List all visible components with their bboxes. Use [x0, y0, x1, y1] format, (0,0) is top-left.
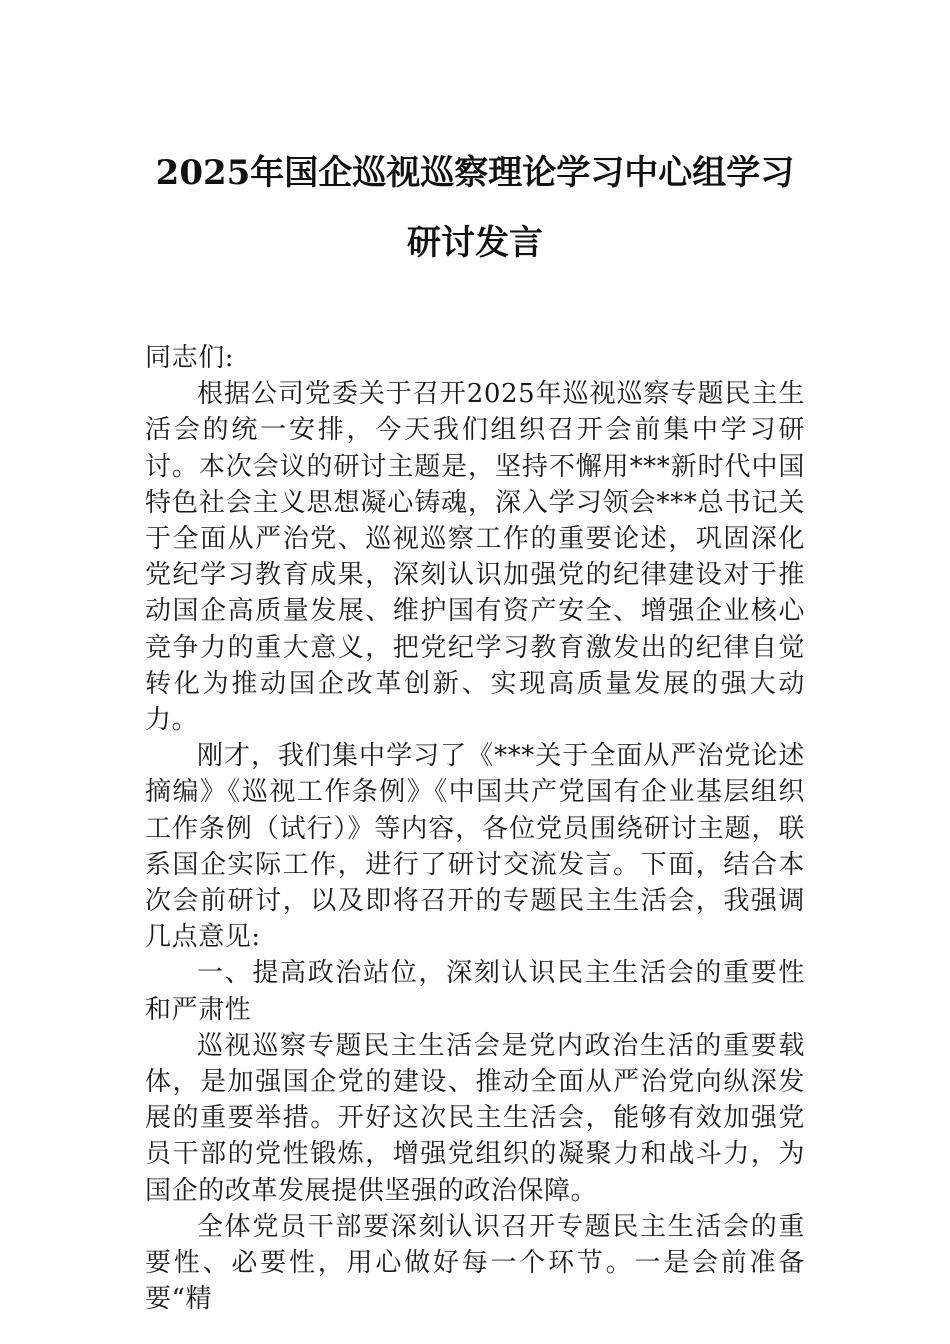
- document-title-line-2: 研讨发言: [407, 223, 543, 263]
- paragraph-2: 刚才，我们集中学习了《***关于全面从严治党论述摘编》《巡视工作条例》《中国共产党国有企业基层组织工作条例（试行）》等内容，各位党员围绕研讨主题，联系国企实际工作，进行了研讨交流发言。下面，结合本次会前研讨，以及即将召开的专题民主生活会，我强调几点意见:: [145, 741, 805, 953]
- paragraph-1: 根据公司党委关于召开2025年巡视巡察专题民主生活会的统一安排，今天我们组织召开会前集中学习研讨。本次会议的研讨主题是，坚持不懈用***新时代中国特色社会主义思想凝心铸魂，深入学习领会***总书记关于全面从严治党、巡视巡察工作的重要论述，巩固深化党纪学习教育成果，深刻认识加强党的纪律建设对于推动国企高质量发展、维护国有资产安全、增强企业核心竞争力的重大意义，把党纪学习教育激发出的纪律自觉转化为推动国企改革创新、实现高质量发展的强大动力。: [145, 379, 805, 736]
- document-title-line-1: 2025年国企巡视巡察理论学习中心组学习: [155, 153, 795, 193]
- section-heading-1: 一、提高政治站位，深刻认识民主生活会的重要性和严肃性: [145, 958, 805, 1025]
- paragraph-4: 全体党员干部要深刻认识召开专题民主生活会的重要性、必要性，用心做好每一个环节。一是会前准备要“精: [145, 1211, 805, 1315]
- salutation: 同志们:: [145, 343, 235, 373]
- document-body: [145, 340, 805, 1317]
- paragraph-3: 巡视巡察专题民主生活会是党内政治生活的重要载体，是加强国企党的建设、推动全面从严治党向纵深发展的重要举措。开好这次民主生活会，能够有效加强党员干部的党性锻炼，增强党组织的凝聚力和战斗力，为国企的改革发展提供坚强的政治保障。: [145, 1030, 805, 1206]
